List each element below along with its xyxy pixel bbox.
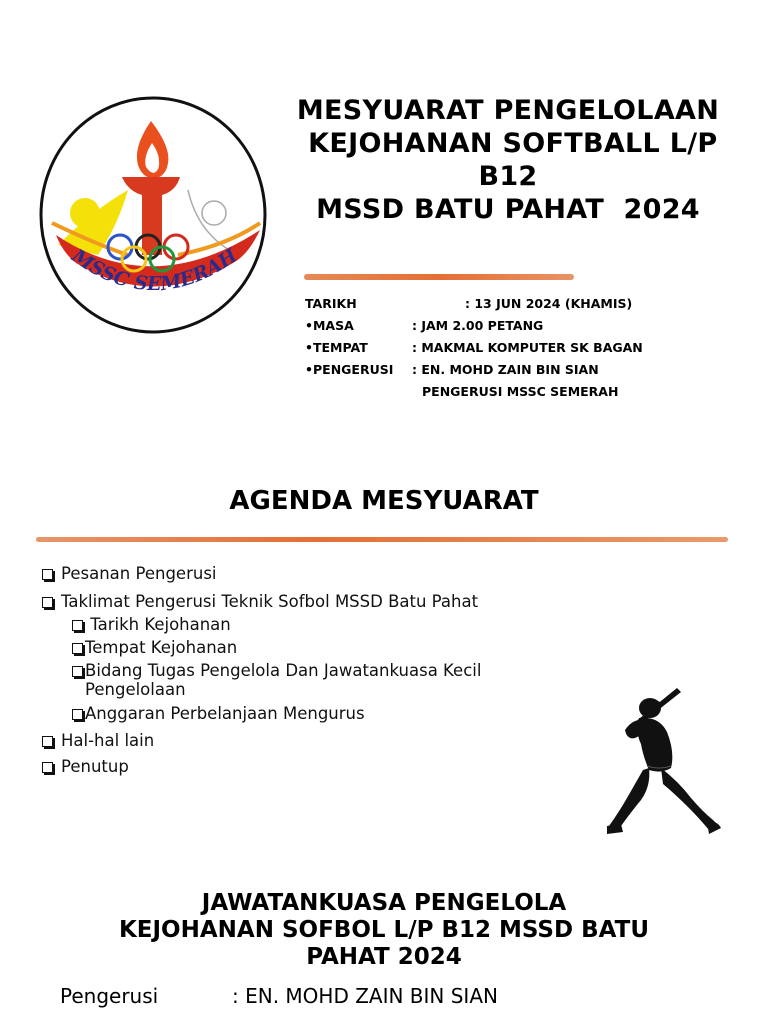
detail-value: : 13 JUN 2024 (KHAMIS) xyxy=(465,296,633,311)
chairman-label: Pengerusi xyxy=(60,984,159,1008)
detail-value: : EN. MOHD ZAIN BIN SIAN xyxy=(412,362,599,377)
detail-label: •TEMPAT xyxy=(305,340,368,355)
checkbox-bullet-icon xyxy=(72,666,83,677)
meeting-title xyxy=(270,94,746,226)
detail-label: •MASA xyxy=(305,318,354,333)
title-line-2: KEJOHANAN SOFTBALL L/P xyxy=(298,128,718,159)
committee-title-line-2: KEJOHANAN SOFBOL L/P B12 MSSD BATU xyxy=(118,917,650,943)
list-item: Tempat Kejohanan xyxy=(72,638,237,657)
mssc-semerah-logo xyxy=(38,95,268,335)
list-item: Taklimat Pengerusi Teknik Sofbol MSSD Batu Pahat xyxy=(42,592,478,611)
checkbox-bullet-icon xyxy=(72,643,83,654)
list-item: Bidang Tugas Pengelola Dan Jawatankuasa Kecil xyxy=(72,661,481,680)
checkbox-bullet-icon xyxy=(42,569,53,580)
title-divider xyxy=(304,274,574,280)
title-line-1: MESYUARAT PENGELOLAAN xyxy=(296,95,720,126)
list-item: Hal-hal lain xyxy=(42,731,154,750)
list-item: Pesanan Pengerusi xyxy=(42,564,217,583)
committee-title xyxy=(0,890,768,971)
detail-value: : JAM 2.00 PETANG xyxy=(412,318,544,333)
logo-text: MSSC SEMERAH xyxy=(67,244,242,296)
agenda-divider xyxy=(36,537,728,542)
checkbox-bullet-icon xyxy=(42,736,53,747)
title-line-3: B12 xyxy=(478,161,538,192)
list-item-continuation: Pengelolaan xyxy=(85,680,186,699)
checkbox-bullet-icon xyxy=(42,762,53,773)
checkbox-bullet-icon xyxy=(42,597,53,608)
logo-graphic xyxy=(38,95,268,335)
list-item: Penutup xyxy=(42,757,129,776)
list-item: Anggaran Perbelanjaan Mengurus xyxy=(72,704,365,723)
checkbox-bullet-icon xyxy=(72,709,83,720)
committee-title-line-1: JAWATANKUASA PENGELOLA xyxy=(201,890,567,916)
softball-batter-icon xyxy=(605,686,725,838)
checkbox-bullet-icon xyxy=(72,620,83,631)
title-line-4: MSSD BATU PAHAT 2024 xyxy=(316,194,700,225)
detail-value: PENGERUSI MSSC SEMERAH xyxy=(422,384,619,399)
list-item: Tarikh Kejohanan xyxy=(72,615,231,634)
detail-label: TARIKH xyxy=(305,296,357,311)
chairman-value: : EN. MOHD ZAIN BIN SIAN xyxy=(232,984,498,1008)
detail-value: : MAKMAL KOMPUTER SK BAGAN xyxy=(412,340,643,355)
detail-label: •PENGERUSI xyxy=(305,362,394,377)
agenda-title: AGENDA MESYUARAT xyxy=(229,486,539,516)
committee-title-line-3: PAHAT 2024 xyxy=(306,944,462,970)
